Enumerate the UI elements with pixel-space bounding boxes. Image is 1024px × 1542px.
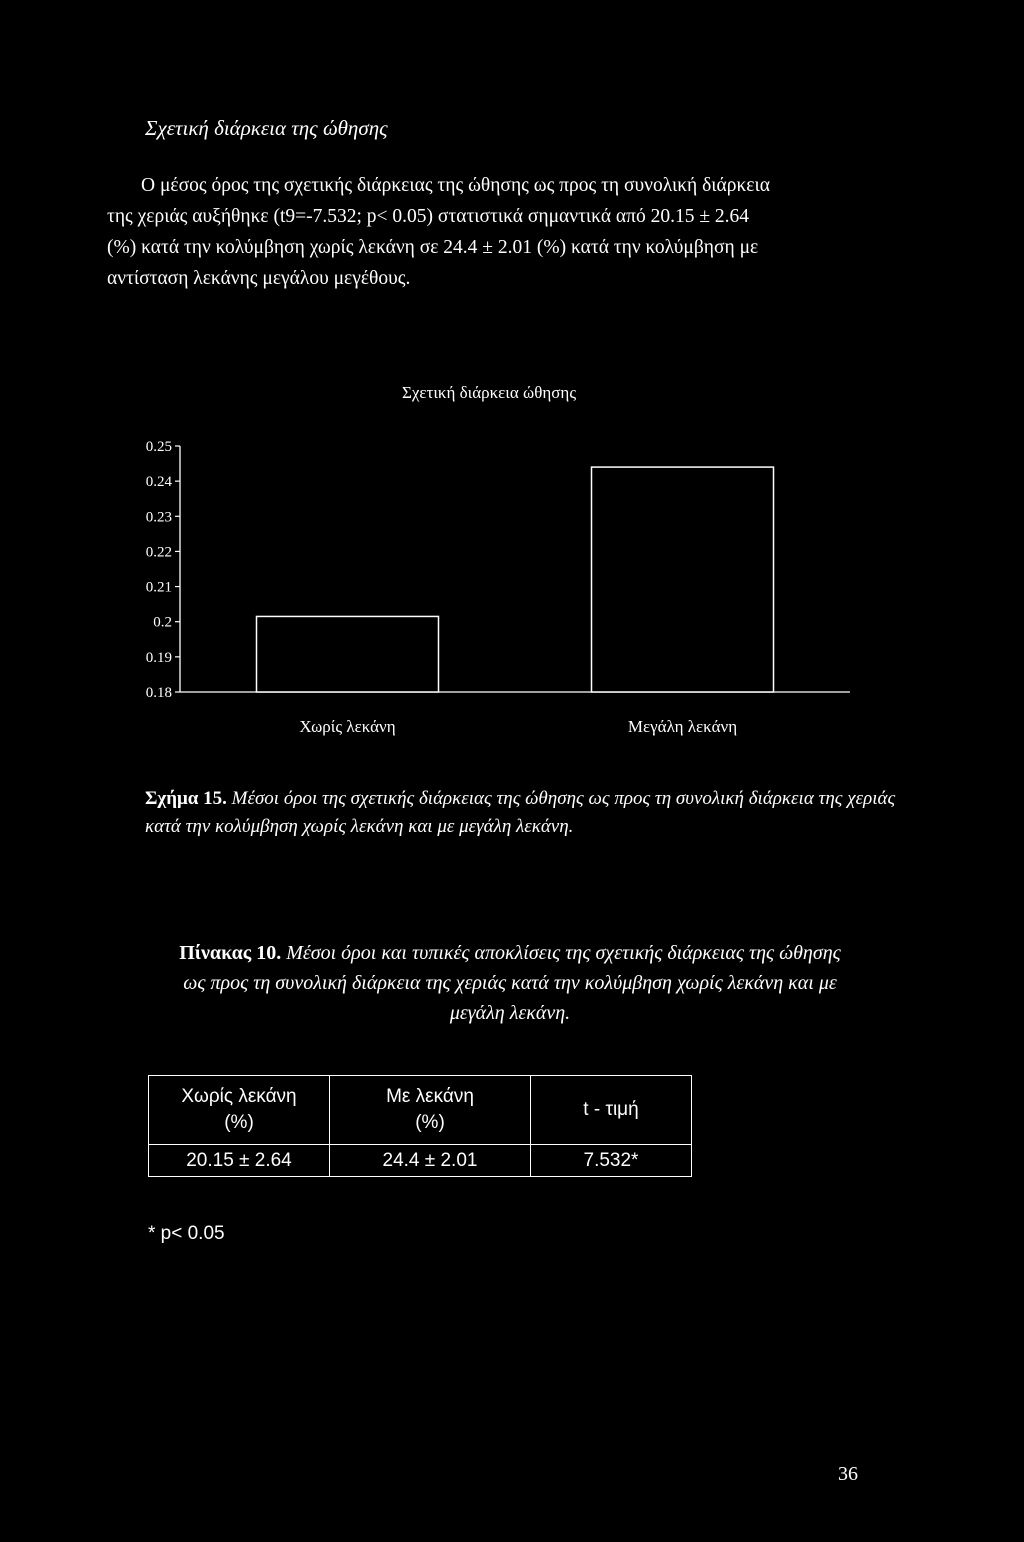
bar <box>257 616 439 692</box>
results-table <box>148 1075 692 1177</box>
section-heading: Σχετική διάρκεια της ώθησης <box>145 116 388 140</box>
table-cell: 7.532* <box>531 1145 692 1177</box>
table-row <box>149 1145 692 1177</box>
table-caption-line <box>110 938 910 968</box>
x-axis-labels <box>299 717 737 736</box>
chart-title: Σχετική διάρκεια ώθησης <box>401 383 577 402</box>
table-caption <box>110 938 910 1028</box>
paragraph-line: (%) κατά την κολύμβηση χωρίς λεκάνη σε 24.4 ± 2.01 (%) κατά την κολύμβηση με <box>107 237 759 258</box>
figure-caption-text: Μέσοι όροι της σχετικής διάρκειας της ώθησης ως προς τη συνολική διάρκεια της χεριάς κατά την κολύμβηση χωρίς λεκάνη και με μεγάλη λεκάνη. <box>145 788 896 837</box>
paragraph-line: Ο μέσος όρος της σχετικής διάρκειας της ώθησης ως προς τη συνολική διάρκεια <box>141 175 770 196</box>
table-caption-line: ως προς τη συνολική διάρκεια της χεριάς κατά την κολύμβηση χωρίς λεκάνη και με <box>183 972 837 994</box>
table-caption-label: Πίνακας 10. <box>179 942 282 964</box>
table-cell: 24.4 ± 2.01 <box>330 1145 531 1177</box>
bar-chart <box>120 420 860 750</box>
y-tick-label: 0.18 <box>145 685 172 701</box>
x-category-label: Χωρίς λεκάνη <box>299 717 396 736</box>
y-tick-label: 0.2 <box>153 614 172 631</box>
figure-caption <box>145 785 905 841</box>
footnote: * p< 0.05 <box>148 1223 225 1244</box>
page-number: 36 <box>838 1463 858 1485</box>
y-tick-label: 0.22 <box>145 544 172 561</box>
table-header-row <box>149 1076 692 1145</box>
paragraph-line: αντίσταση λεκάνης μεγάλου μεγέθους. <box>107 268 411 289</box>
table-header-cell: t - τιμή <box>531 1076 692 1145</box>
bars <box>257 467 774 692</box>
y-tick-label: 0.23 <box>145 509 172 526</box>
paragraph-line: της χεριάς αυξήθηκε (t9=-7.532; p< 0.05) στατιστικά σημαντικά από 20.15 ± 2.64 <box>107 206 750 227</box>
y-tick-label: 0.24 <box>145 474 172 491</box>
body-paragraph <box>107 170 887 294</box>
y-tick-label: 0.19 <box>145 649 172 666</box>
y-tick-label: 0.25 <box>145 439 172 455</box>
table-header-cell: Χωρίς λεκάνη (%) <box>149 1076 330 1145</box>
bar <box>592 467 774 692</box>
y-tick-label: 0.21 <box>145 579 172 596</box>
x-category-label: Μεγάλη λεκάνη <box>627 717 738 736</box>
table-header-cell: Με λεκάνη (%) <box>330 1076 531 1145</box>
table-cell: 20.15 ± 2.64 <box>149 1145 330 1177</box>
figure-caption-label: Σχήμα 15. <box>145 788 227 809</box>
table-caption-line: μεγάλη λεκάνη. <box>449 1002 571 1024</box>
table-caption-text: Μέσοι όροι και τυπικές αποκλίσεις της σχετικής διάρκειας της ώθησης <box>286 942 841 964</box>
